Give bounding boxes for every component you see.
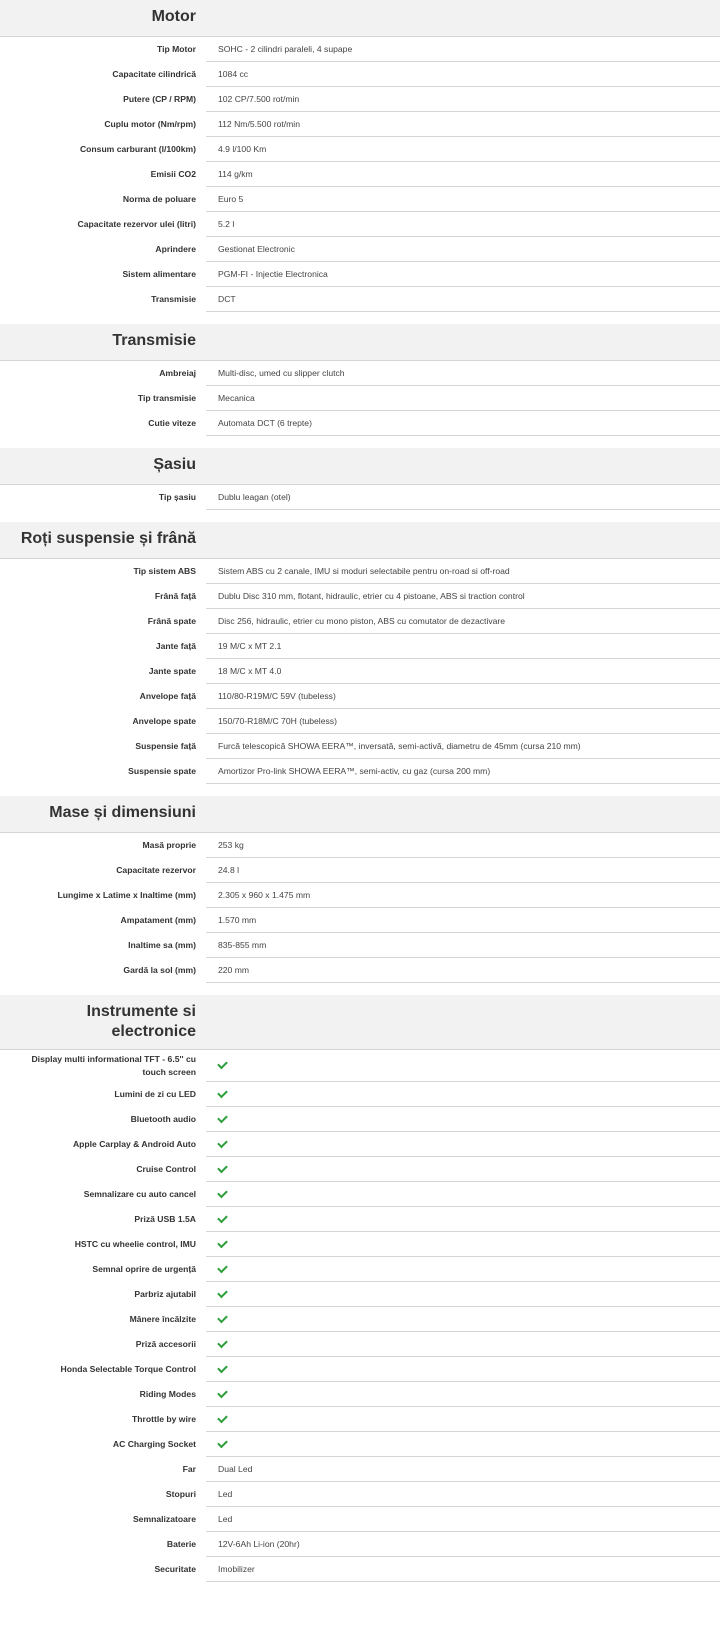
section-title: Instrumente si electronice <box>86 1003 196 1040</box>
spec-row <box>0 162 720 187</box>
section-title: Roți suspensie și frână <box>20 530 196 547</box>
spec-row <box>0 262 720 287</box>
spec-value: 5.2 l <box>206 212 720 237</box>
spec-row <box>0 709 720 734</box>
section-transmisie <box>0 324 720 436</box>
section-title: Șasiu <box>153 456 196 473</box>
spec-value: 102 CP/7.500 rot/min <box>206 87 720 112</box>
spec-row <box>0 759 720 784</box>
spec-label: Mânere încălzite <box>129 1314 196 1324</box>
spec-label: Tip Motor <box>157 44 196 54</box>
spec-value-check <box>206 1257 720 1282</box>
spec-label: Display multi informational TFT - 6.5'' cu touch screen <box>31 1054 196 1077</box>
spec-label: Capacitate cilindrică <box>112 69 196 79</box>
spec-value: Dual Led <box>206 1457 720 1482</box>
spec-label: Cruise Control <box>136 1164 196 1174</box>
spec-row <box>0 1182 720 1207</box>
spec-value-check <box>206 1282 720 1307</box>
spec-label: Tip sistem ABS <box>133 566 196 576</box>
spec-row <box>0 908 720 933</box>
spec-value-check <box>206 1307 720 1332</box>
spec-label: Cuplu motor (Nm/rpm) <box>104 119 196 129</box>
spec-row <box>0 559 720 584</box>
spec-value: Furcă telescopică SHOWA EERA™, inversată, semi-activă, diametru de 45mm (cursa 210 mm) <box>206 734 720 759</box>
spec-row <box>0 833 720 858</box>
spec-value: Multi-disc, umed cu slipper clutch <box>206 361 720 386</box>
spec-value-check <box>206 1407 720 1432</box>
spec-value: Led <box>206 1482 720 1507</box>
spec-value-check <box>206 1157 720 1182</box>
spec-label: Far <box>182 1464 196 1474</box>
checkmark-icon <box>217 1412 228 1423</box>
spec-row <box>0 734 720 759</box>
spec-label: Aprindere <box>155 244 196 254</box>
spec-row <box>0 883 720 908</box>
spec-row <box>0 1332 720 1357</box>
spec-label: Riding Modes <box>139 1389 196 1399</box>
spec-label: Cutie viteze <box>148 418 196 428</box>
spec-label: Sistem alimentare <box>122 269 196 279</box>
spec-label: Capacitate rezervor ulei (litri) <box>77 219 196 229</box>
spec-label: Transmisie <box>151 294 196 304</box>
checkmark-icon <box>217 1187 228 1198</box>
spec-label: Bluetooth audio <box>130 1114 196 1124</box>
spec-row <box>0 1557 720 1582</box>
spec-value-check <box>206 1357 720 1382</box>
spec-value: Disc 256, hidraulic, etrier cu mono piston, ABS cu comutator de dezactivare <box>206 609 720 634</box>
spec-row <box>0 361 720 386</box>
spec-label: Priză accesorii <box>135 1339 196 1349</box>
spec-row <box>0 958 720 983</box>
spec-row <box>0 1232 720 1257</box>
checkmark-icon <box>217 1262 228 1273</box>
spec-label: Semnalizatoare <box>132 1514 196 1524</box>
spec-value-check <box>206 1382 720 1407</box>
spec-value-check <box>206 1082 720 1107</box>
spec-label: Putere (CP / RPM) <box>123 94 196 104</box>
section-header <box>0 995 720 1050</box>
spec-row <box>0 1207 720 1232</box>
checkmark-icon <box>217 1112 228 1123</box>
spec-value: Amortizor Pro-link SHOWA EERA™, semi-activ, cu gaz (cursa 200 mm) <box>206 759 720 784</box>
spec-row <box>0 386 720 411</box>
spec-value: 2.305 x 960 x 1.475 mm <box>206 883 720 908</box>
checkmark-icon <box>217 1312 228 1323</box>
spec-label: Tip transmisie <box>137 393 196 403</box>
spec-value: 24.8 l <box>206 858 720 883</box>
spec-label: Throttle by wire <box>132 1414 196 1424</box>
spec-value: 112 Nm/5.500 rot/min <box>206 112 720 137</box>
spec-value: 253 kg <box>206 833 720 858</box>
spec-value: 220 mm <box>206 958 720 983</box>
section-header <box>0 448 720 485</box>
spec-label: Parbriz ajutabil <box>134 1289 196 1299</box>
spec-value-check <box>206 1182 720 1207</box>
spec-label: Jante spate <box>148 666 196 676</box>
spec-value: 1.570 mm <box>206 908 720 933</box>
spec-value: 150/70-R18M/C 70H (tubeless) <box>206 709 720 734</box>
spec-value-check <box>206 1332 720 1357</box>
section-instrumente-si-electronice <box>0 995 720 1582</box>
spec-value: DCT <box>206 287 720 312</box>
spec-row <box>0 933 720 958</box>
spec-label: Emisii CO2 <box>150 169 196 179</box>
spec-value: Automata DCT (6 trepte) <box>206 411 720 436</box>
spec-value: 12V-6Ah Li-ion (20hr) <box>206 1532 720 1557</box>
spec-value: 19 M/C x MT 2.1 <box>206 634 720 659</box>
spec-label: Stopuri <box>165 1489 196 1499</box>
spec-label: Frână față <box>154 591 196 601</box>
section-mase-si-dimensiuni <box>0 796 720 983</box>
spec-value-check <box>206 1132 720 1157</box>
spec-value: 4.9 l/100 Km <box>206 137 720 162</box>
spec-value-check <box>206 1050 720 1082</box>
spec-label: Baterie <box>166 1539 196 1549</box>
spec-row <box>0 684 720 709</box>
spec-value-check <box>206 1107 720 1132</box>
spec-label: Ampatament (mm) <box>120 915 196 925</box>
spec-row <box>0 1382 720 1407</box>
checkmark-icon <box>217 1162 228 1173</box>
spec-label: Semnalizare cu auto cancel <box>83 1189 196 1199</box>
spec-row <box>0 1407 720 1432</box>
spec-value: 110/80-R19M/C 59V (tubeless) <box>206 684 720 709</box>
spec-row <box>0 1157 720 1182</box>
spec-row <box>0 1132 720 1157</box>
checkmark-icon <box>217 1237 228 1248</box>
spec-label: Masă proprie <box>142 840 196 850</box>
spec-label: Lungime x Latime x Inaltime (mm) <box>57 890 196 900</box>
spec-row <box>0 659 720 684</box>
checkmark-icon <box>217 1059 228 1070</box>
spec-row <box>0 287 720 312</box>
spec-label: Lumini de zi cu LED <box>114 1089 196 1099</box>
spec-row <box>0 137 720 162</box>
section-roti-suspensie-si-frana <box>0 522 720 784</box>
checkmark-icon <box>217 1137 228 1148</box>
spec-value: 114 g/km <box>206 162 720 187</box>
spec-value: PGM-FI - Injectie Electronica <box>206 262 720 287</box>
section-title: Mase și dimensiuni <box>49 804 196 821</box>
spec-label: Anvelope față <box>139 691 196 701</box>
spec-value: 835-855 mm <box>206 933 720 958</box>
spec-label: Consum carburant (l/100km) <box>79 144 196 154</box>
spec-row <box>0 609 720 634</box>
spec-row <box>0 1507 720 1532</box>
spec-value-check <box>206 1232 720 1257</box>
spec-row <box>0 237 720 262</box>
spec-label: Securitate <box>154 1564 196 1574</box>
spec-label: Gardă la sol (mm) <box>123 965 196 975</box>
spec-label: Capacitate rezervor <box>116 865 196 875</box>
spec-row <box>0 1050 720 1082</box>
spec-value: Imobilizer <box>206 1557 720 1582</box>
spec-label: Anvelope spate <box>132 716 196 726</box>
spec-row <box>0 1432 720 1457</box>
section-title: Transmisie <box>112 332 196 349</box>
section-sasiu <box>0 448 720 510</box>
checkmark-icon <box>217 1362 228 1373</box>
spec-label: Ambreiaj <box>159 368 196 378</box>
section-header <box>0 0 720 37</box>
checkmark-icon <box>217 1337 228 1348</box>
checkmark-icon <box>217 1087 228 1098</box>
checkmark-icon <box>217 1387 228 1398</box>
checkmark-icon <box>217 1212 228 1223</box>
spec-value: 1084 cc <box>206 62 720 87</box>
spec-value-check <box>206 1207 720 1232</box>
spec-row <box>0 62 720 87</box>
section-motor <box>0 0 720 312</box>
spec-row <box>0 1107 720 1132</box>
section-header <box>0 324 720 361</box>
checkmark-icon <box>217 1287 228 1298</box>
spec-label: Norma de poluare <box>122 194 196 204</box>
spec-label: Inaltime sa (mm) <box>128 940 196 950</box>
section-header <box>0 522 720 559</box>
spec-label: AC Charging Socket <box>112 1439 196 1449</box>
spec-row <box>0 1482 720 1507</box>
spec-label: Suspensie față <box>135 741 196 751</box>
spec-label: Apple Carplay & Android Auto <box>72 1139 196 1149</box>
spec-row <box>0 212 720 237</box>
spec-label: Semnal oprire de urgență <box>92 1264 196 1274</box>
section-title: Motor <box>151 8 196 25</box>
spec-label: Tip șasiu <box>158 492 196 502</box>
spec-row <box>0 1532 720 1557</box>
spec-row <box>0 112 720 137</box>
spec-value: Dublu leagan (otel) <box>206 485 720 510</box>
spec-label: Suspensie spate <box>128 766 196 776</box>
spec-value: Dublu Disc 310 mm, flotant, hidraulic, etrier cu 4 pistoane, ABS si traction control <box>206 584 720 609</box>
section-header <box>0 796 720 833</box>
spec-row <box>0 1257 720 1282</box>
spec-label: Honda Selectable Torque Control <box>60 1364 196 1374</box>
spec-row <box>0 1357 720 1382</box>
spec-row <box>0 634 720 659</box>
spec-label: Priză USB 1.5A <box>134 1214 196 1224</box>
spec-row <box>0 187 720 212</box>
spec-row <box>0 37 720 62</box>
spec-value: Euro 5 <box>206 187 720 212</box>
checkmark-icon <box>217 1437 228 1448</box>
spec-row <box>0 584 720 609</box>
spec-row <box>0 87 720 112</box>
spec-row <box>0 411 720 436</box>
spec-value: 18 M/C x MT 4.0 <box>206 659 720 684</box>
spec-value: SOHC - 2 cilindri paraleli, 4 supape <box>206 37 720 62</box>
spec-row <box>0 1307 720 1332</box>
spec-row <box>0 1082 720 1107</box>
spec-label: Frână spate <box>147 616 196 626</box>
spec-row <box>0 485 720 510</box>
spec-label: HSTC cu wheelie control, IMU <box>74 1239 196 1249</box>
spec-value: Gestionat Electronic <box>206 237 720 262</box>
spec-value-check <box>206 1432 720 1457</box>
spec-row <box>0 1282 720 1307</box>
spec-value: Sistem ABS cu 2 canale, IMU si moduri selectabile pentru on-road si off-road <box>206 559 720 584</box>
spec-label: Jante față <box>155 641 196 651</box>
spec-value: Mecanica <box>206 386 720 411</box>
spec-row <box>0 858 720 883</box>
spec-value: Led <box>206 1507 720 1532</box>
spec-row <box>0 1457 720 1482</box>
